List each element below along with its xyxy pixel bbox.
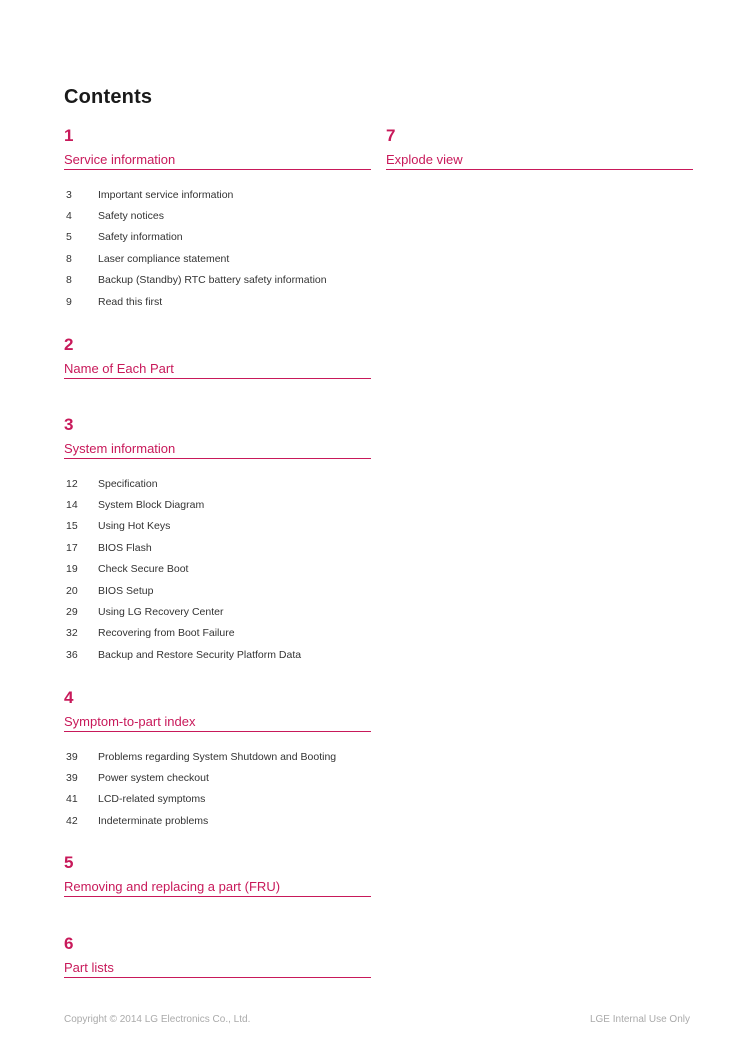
toc-entry[interactable]: [64, 537, 371, 558]
toc-page-number: 8: [66, 252, 72, 265]
toc-page-number: 42: [66, 814, 78, 827]
section-number: 1: [64, 126, 74, 145]
toc-entry[interactable]: [64, 291, 371, 312]
section-7: [386, 124, 693, 170]
toc-page-number: 3: [66, 188, 72, 201]
section-title-link[interactable]: Symptom-to-part index: [64, 714, 371, 732]
toc-entry-label: Laser compliance statement: [98, 252, 230, 265]
toc-entry[interactable]: [64, 767, 371, 788]
toc-entry[interactable]: [64, 227, 371, 248]
toc-entry-label: Backup (Standby) RTC battery safety information: [98, 274, 327, 287]
toc-entry[interactable]: [64, 205, 371, 226]
toc-page-number: 12: [66, 477, 78, 490]
section-5: [64, 851, 371, 897]
section-title-link[interactable]: Name of Each Part: [64, 361, 371, 379]
toc-entries: [64, 184, 371, 312]
toc-entry-label: Problems regarding System Shutdown and Booting: [98, 750, 337, 763]
toc-page-number: 8: [66, 274, 72, 287]
toc-entry[interactable]: [64, 494, 371, 515]
toc-entry-label: Safety information: [98, 231, 183, 244]
toc-page-number: 39: [66, 772, 78, 785]
section-number: 3: [64, 415, 74, 434]
toc-page-number: 32: [66, 627, 78, 640]
toc-entry-label: Read this first: [98, 295, 163, 308]
toc-entry[interactable]: [64, 789, 371, 810]
section-title-link[interactable]: Service information: [64, 152, 371, 170]
toc-entry-label: BIOS Flash: [98, 541, 152, 554]
section-number: 2: [64, 335, 74, 354]
section-2: [64, 333, 371, 379]
usage-notice: LGE Internal Use Only: [589, 1014, 690, 1025]
toc-entry[interactable]: [64, 810, 371, 831]
toc-entry[interactable]: [64, 601, 371, 622]
section-4: [64, 686, 371, 832]
toc-page-number: 14: [66, 499, 78, 512]
toc-page-number: 9: [66, 295, 72, 308]
toc-page-number: 20: [66, 584, 78, 597]
toc-page-number: 39: [66, 750, 78, 763]
toc-entry-label: System Block Diagram: [98, 499, 205, 512]
toc-entry-label: Important service information: [98, 188, 234, 201]
toc-entry-label: Power system checkout: [98, 772, 209, 785]
toc-entry[interactable]: [64, 559, 371, 580]
page-title: Contents: [64, 86, 153, 108]
section-title-link[interactable]: System information: [64, 441, 371, 459]
toc-entries: [64, 473, 371, 666]
toc-entries: [64, 746, 371, 832]
toc-page-number: 36: [66, 648, 78, 661]
toc-entry[interactable]: [64, 623, 371, 644]
toc-page-number: 41: [66, 793, 78, 806]
section-number: 7: [386, 126, 396, 145]
section-title-link[interactable]: Part lists: [64, 960, 371, 978]
toc-page-number: 4: [66, 210, 72, 223]
toc-entry[interactable]: [64, 516, 371, 537]
toc-entry-label: Recovering from Boot Failure: [98, 627, 235, 640]
toc-page-number: 17: [66, 541, 78, 554]
toc-entry[interactable]: [64, 270, 371, 291]
toc-entry[interactable]: [64, 184, 371, 205]
section-title-link[interactable]: Explode view: [386, 152, 693, 170]
copyright-notice: Copyright © 2014 LG Electronics Co., Ltd.: [64, 1014, 251, 1025]
toc-entry-label: Indeterminate problems: [98, 814, 209, 827]
toc-entry-label: Safety notices: [98, 210, 164, 223]
toc-entry-label: Using LG Recovery Center: [98, 606, 224, 619]
section-3: [64, 413, 371, 666]
toc-entry[interactable]: [64, 746, 371, 767]
toc-page-number: 29: [66, 606, 78, 619]
toc-entry-label: Specification: [98, 477, 158, 490]
toc-entry-label: BIOS Setup: [98, 584, 154, 597]
section-number: 4: [64, 688, 74, 707]
toc-page-number: 5: [66, 231, 72, 244]
toc-entry-label: Check Secure Boot: [98, 563, 189, 576]
section-number: 5: [64, 853, 74, 872]
section-1: [64, 124, 371, 312]
toc-entry[interactable]: [64, 644, 371, 665]
toc-entry[interactable]: [64, 473, 371, 494]
section-number: 6: [64, 934, 74, 953]
toc-entry-label: Using Hot Keys: [98, 520, 171, 533]
section-title-link[interactable]: Removing and replacing a part (FRU): [64, 879, 371, 897]
section-6: [64, 932, 371, 978]
toc-entry-label: LCD-related symptoms: [98, 793, 206, 806]
toc-entry-label: Backup and Restore Security Platform Data: [98, 648, 302, 661]
toc-entry[interactable]: [64, 580, 371, 601]
toc-page-number: 19: [66, 563, 78, 576]
toc-entry[interactable]: [64, 248, 371, 269]
toc-page-number: 15: [66, 520, 78, 533]
